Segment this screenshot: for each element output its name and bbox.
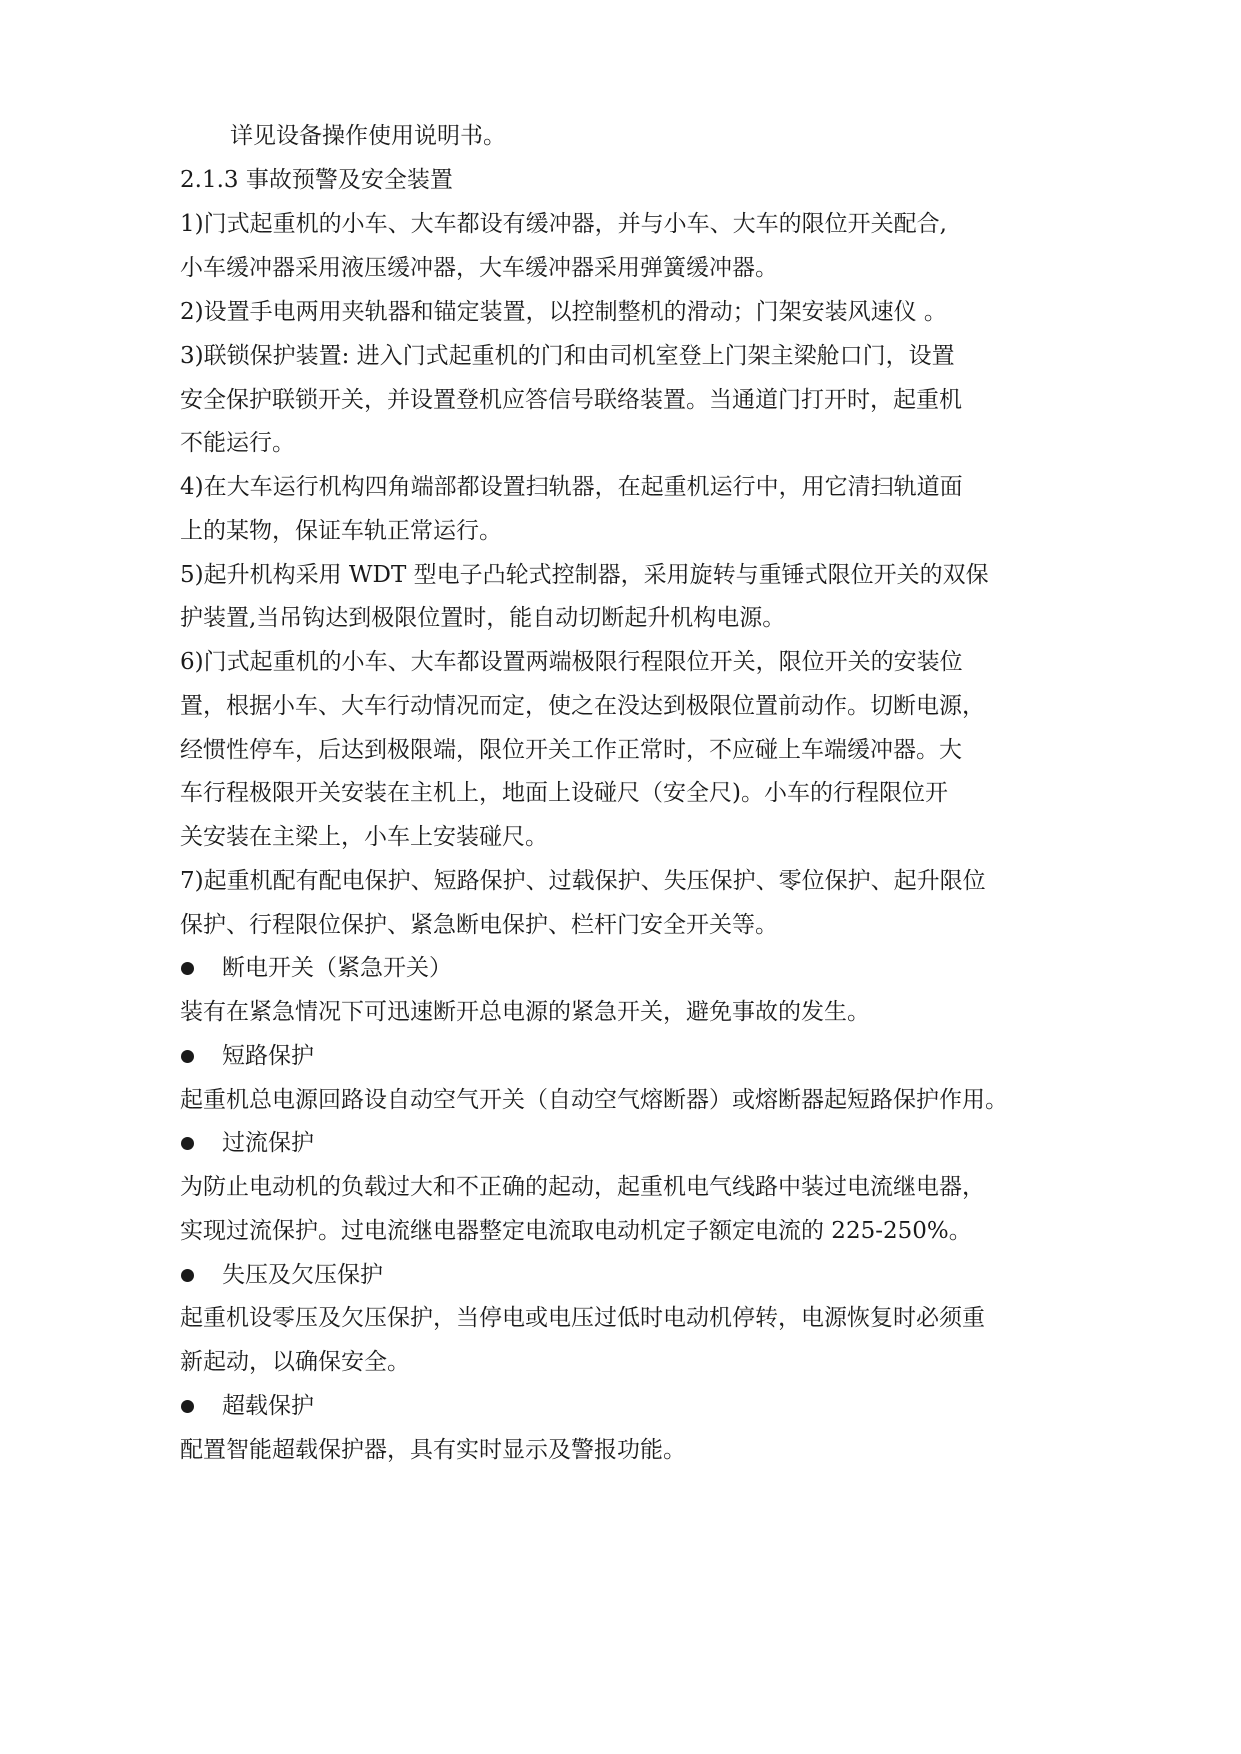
- item-7-line-2: 保护、行程限位保护、紧急断电保护、栏杆门安全开关等。: [180, 912, 778, 938]
- bullet-label: 短路保护: [222, 1043, 314, 1069]
- bullet-5-description: 配置智能超载保护器，具有实时显示及警报功能。: [180, 1437, 686, 1463]
- item-7-line-1: 7)起重机配有配电保护、短路保护、过载保护、失压保护、零位保护、起升限位: [180, 868, 986, 894]
- bullet-label: 超载保护: [222, 1393, 314, 1419]
- item-1-line-1: 1)门式起重机的小车、大车都设有缓冲器，并与小车、大车的限位开关配合,: [180, 211, 947, 237]
- item-5-line-1: 5)起升机构采用 WDT 型电子凸轮式控制器，采用旋转与重锤式限位开关的双保: [180, 562, 989, 588]
- item-3-line-2: 安全保护联锁开关，并设置登机应答信号联络装置。当通道门打开时，起重机: [180, 387, 962, 413]
- item-1-line-2: 小车缓冲器采用液压缓冲器，大车缓冲器采用弹簧缓冲器。: [180, 255, 778, 281]
- bullet-1-description: 装有在紧急情况下可迅速断开总电源的紧急开关，避免事故的发生。: [180, 999, 870, 1025]
- item-5-line-2: 护装置,当吊钩达到极限位置时，能自动切断起升机构电源。: [180, 605, 786, 631]
- bullet-item: [0, 1041, 1241, 1071]
- item-2-line-1: 2)设置手电两用夹轨器和锚定装置，以控制整机的滑动；门架安装风速仪 。: [180, 299, 947, 325]
- item-4-line-2: 上的某物，保证车轨正常运行。: [180, 518, 502, 544]
- bullet-2-description: 起重机总电源回路设自动空气开关（自动空气熔断器）或熔断器起短路保护作用。: [180, 1087, 1008, 1113]
- section-heading: 2.1.3 事故预警及安全装置: [180, 167, 453, 193]
- intro-line: 详见设备操作使用说明书。: [230, 123, 506, 149]
- bullet-item: [0, 953, 1241, 983]
- item-6-line-5: 关安装在主梁上，小车上安装碰尺。: [180, 824, 548, 850]
- item-6-line-3: 经惯性停车，后达到极限端，限位开关工作正常时，不应碰上车端缓冲器。大: [180, 737, 962, 763]
- bullet-item: [0, 1260, 1241, 1290]
- bullet-label: 断电开关（紧急开关）: [222, 955, 452, 981]
- bullet-dot-icon: [181, 1050, 194, 1063]
- bullet-4-description-line-2: 新起动，以确保安全。: [180, 1349, 410, 1375]
- item-3-line-3: 不能运行。: [180, 430, 295, 456]
- bullet-dot-icon: [181, 1269, 194, 1282]
- item-3-line-1: 3)联锁保护装置: 进入门式起重机的门和由司机室登上门架主梁舱口门，设置: [180, 343, 955, 369]
- bullet-3-description-line-2: 实现过流保护。过电流继电器整定电流取电动机定子额定电流的 225-250%。: [180, 1218, 972, 1244]
- bullet-dot-icon: [181, 1400, 194, 1413]
- bullet-item: [0, 1391, 1241, 1421]
- item-6-line-4: 车行程极限开关安装在主机上，地面上设碰尺（安全尺)。小车的行程限位开: [180, 780, 948, 806]
- bullet-4-description-line-1: 起重机设零压及欠压保护，当停电或电压过低时电动机停转，电源恢复时必须重: [180, 1305, 985, 1331]
- bullet-dot-icon: [181, 962, 194, 975]
- item-6-line-1: 6)门式起重机的小车、大车都设置两端极限行程限位开关，限位开关的安装位: [180, 649, 963, 675]
- item-4-line-1: 4)在大车运行机构四角端部都设置扫轨器，在起重机运行中，用它清扫轨道面: [180, 474, 963, 500]
- bullet-3-description-line-1: 为防止电动机的负载过大和不正确的起动，起重机电气线路中装过电流继电器，: [180, 1174, 985, 1200]
- bullet-label: 失压及欠压保护: [222, 1262, 383, 1288]
- bullet-label: 过流保护: [222, 1130, 314, 1156]
- item-6-line-2: 置，根据小车、大车行动情况而定，使之在没达到极限位置前动作。切断电源，: [180, 693, 985, 719]
- bullet-item: [0, 1128, 1241, 1158]
- bullet-dot-icon: [181, 1137, 194, 1150]
